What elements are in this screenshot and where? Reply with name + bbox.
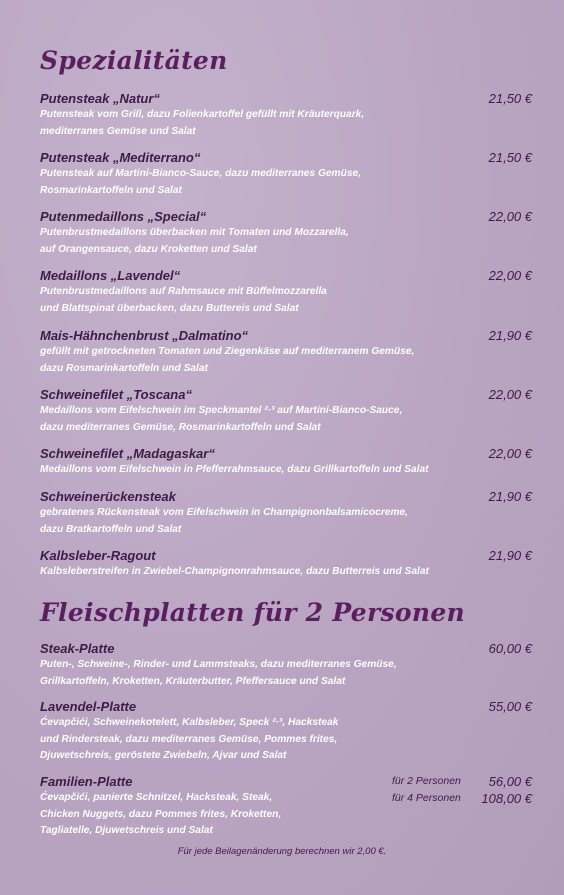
item-description: Ćevapčići, panierte Schnitzel, Hacksteak, Steak, [40,792,273,803]
item-description: gefüllt mit getrockneten Tomaten und Ziegenkäse auf mediterranem Gemüse, [40,346,415,357]
item-description: und Rindersteak, dazu mediterranes Gemüse, Pommes frites, [40,733,338,745]
item-name: Schweinefilet „Toscana“ [40,387,192,402]
item-name: Schweinerückensteak [40,489,176,504]
menu-item [40,386,532,436]
item-price: 55,00 € [488,699,532,714]
menu-item [40,488,532,538]
section-title-meat-platters: Fleischplatten für 2 Personen [40,598,465,627]
item-description: Putenbrustmedaillons überbacken mit Tomaten und Mozzarella, [40,227,349,238]
item-price: 21,50 € [488,91,532,106]
person-price: 108,00 € [481,791,532,806]
item-description: Tagliatelle, Djuwetschreis und Salat [40,825,213,836]
menu-item [40,327,532,377]
menu-item [40,267,532,317]
menu-item [40,208,532,258]
item-description: auf Orangensauce, dazu Kroketten und Salat [40,243,257,255]
item-description: Grillkartoffeln, Kroketten, Kräuterbutter, Pfeffersauce und Salat [40,675,346,687]
item-description: Medaillons vom Eifelschwein in Pfefferrahmsauce, dazu Grillkartoffeln und Salat [40,464,429,475]
item-price: 21,50 € [488,150,532,165]
item-description: Ćevapčići, Schweinekotelett, Kalbsleber, Speck ²·³, Hacksteak [40,717,339,728]
item-name: Schweinefilet „Madagaskar“ [40,446,215,461]
menu-item [40,90,532,140]
item-price: 22,00 € [488,268,532,283]
item-description: Puten-, Schweine-, Rinder- und Lammsteaks, dazu mediterranes Gemüse, [40,659,397,670]
person-count-label: für 2 Personen [392,775,461,787]
item-description: und Blattspinat überbacken, dazu Buttereis und Salat [40,302,299,314]
item-name: Putensteak „Mediterrano“ [40,150,201,165]
menu-item [40,149,532,199]
item-name: Lavendel-Platte [40,699,137,714]
section-title-specialties: Spezialitäten [40,46,228,75]
item-description: dazu Rosmarinkartoffeln und Salat [40,362,208,374]
menu-item [40,773,532,840]
item-description: Putensteak vom Grill, dazu Folienkartoffel gefüllt mit Kräuterquark, [40,109,365,120]
menu-item [40,445,532,479]
person-price: 56,00 € [488,774,532,789]
item-price: 21,90 € [488,548,532,563]
item-description: Chicken Nuggets, dazu Pommes frites, Kroketten, [40,808,282,820]
item-price: 22,00 € [488,209,532,224]
item-name: Putensteak „Natur“ [40,91,160,106]
item-description: gebratenes Rückensteak vom Eifelschwein in Champignonbalsamicocreme, [40,507,409,518]
item-name: Medaillons „Lavendel“ [40,268,181,283]
item-price: 60,00 € [488,641,532,656]
menu-item [40,698,532,765]
item-price: 21,90 € [488,328,532,343]
item-description: dazu Bratkartoffeln und Salat [40,523,182,535]
item-name: Familien-Platte [40,774,133,789]
item-name: Putenmedaillons „Special“ [40,209,207,224]
item-description: Kalbsleberstreifen in Zwiebel-Champignonrahmsauce, dazu Butterreis und Salat [40,566,429,577]
item-description: dazu mediterranes Gemüse, Rosmarinkartoffeln und Salat [40,421,321,433]
item-price: 21,90 € [488,489,532,504]
menu-item [40,640,532,690]
item-price: 22,00 € [488,446,532,461]
item-description: mediterranes Gemüse und Salat [40,125,196,137]
item-name: Kalbsleber-Ragout [40,548,156,563]
item-name: Mais-Hähnchenbrust „Dalmatino“ [40,328,249,343]
person-count-label: für 4 Personen [392,792,461,804]
item-name: Steak-Platte [40,641,115,656]
menu-item [40,547,532,581]
item-description: Rosmarinkartoffeln und Salat [40,184,182,196]
item-description: Putenbrustmedaillons auf Rahmsauce mit Büffelmozzarella [40,286,327,297]
item-description: Medaillons vom Eifelschwein im Speckmantel ²·³ auf Martini-Bianco-Sauce, [40,405,403,416]
item-price: 22,00 € [488,387,532,402]
item-description: Putensteak auf Martini-Bianco-Sauce, dazu mediterranes Gemüse, [40,168,362,179]
footnote: Für jede Beilagenänderung berechnen wir 2,00 €. [177,846,387,857]
item-description: Djuwetschreis, geröstete Zwiebeln, Ajvar und Salat [40,750,287,761]
